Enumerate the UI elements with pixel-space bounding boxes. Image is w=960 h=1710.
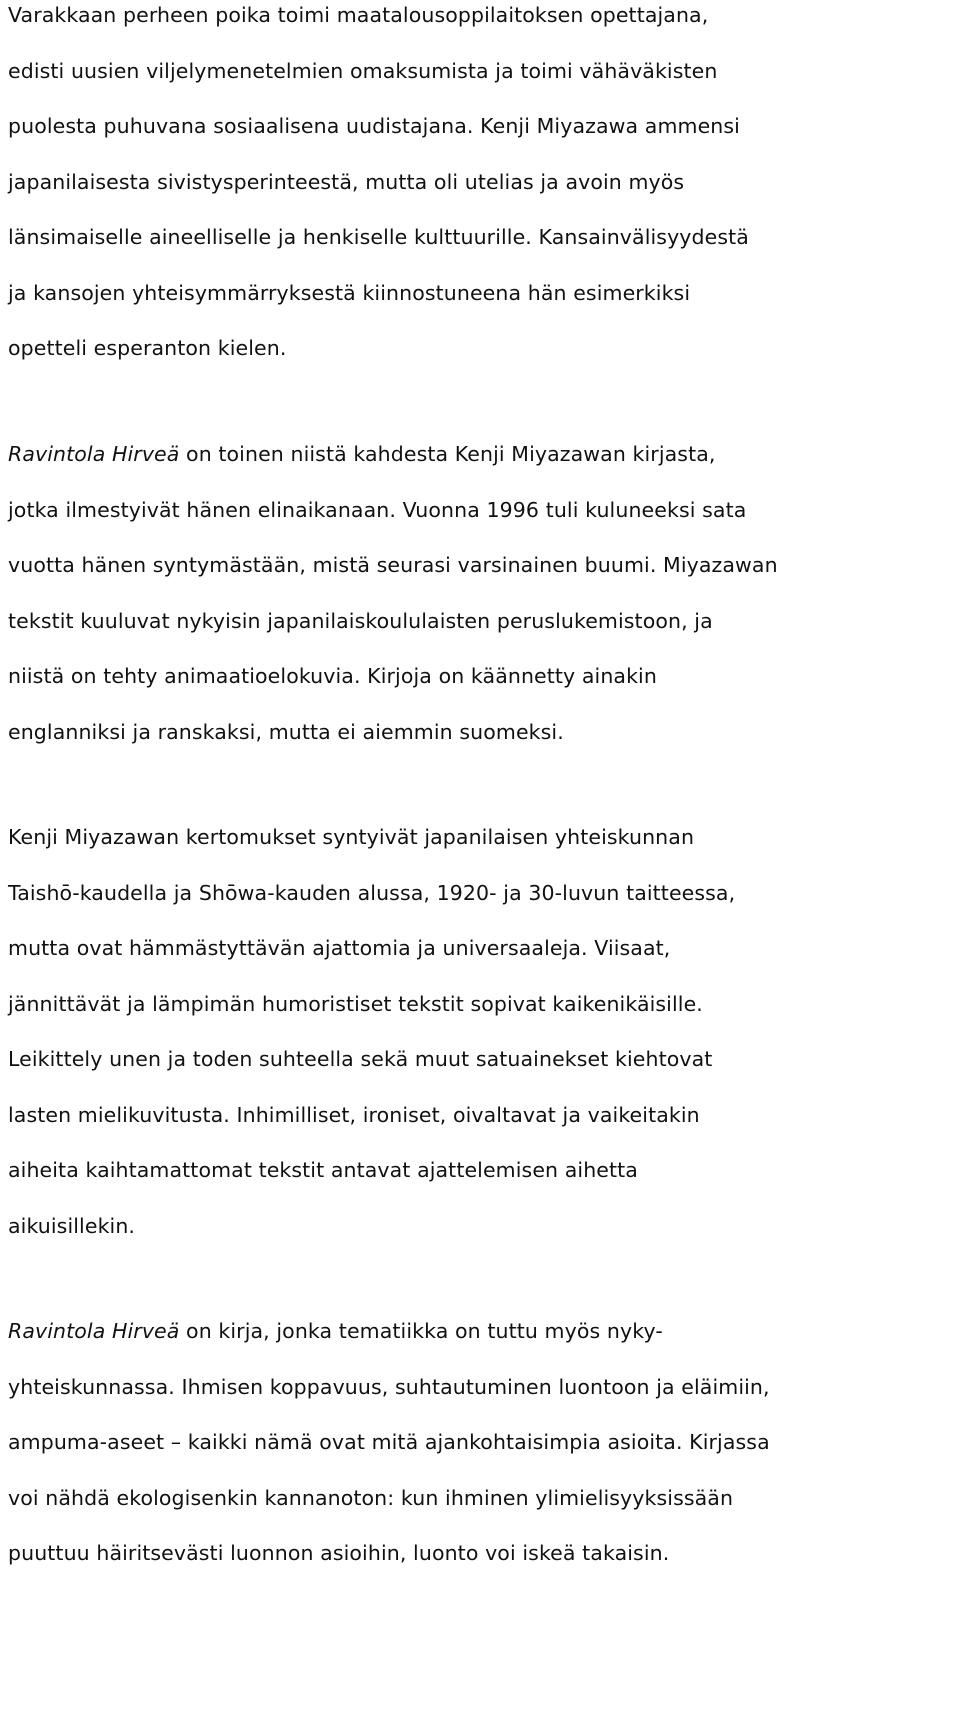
text-line: Taishō-kaudella ja Shōwa-kauden alussa, 1920- ja 30-luvun taitteessa, bbox=[8, 880, 736, 905]
text-line: länsimaiselle aineelliselle ja henkiselle kulttuurille. Kansainvälisyydestä bbox=[8, 225, 749, 249]
text-line: japanilaisesta sivistysperinteestä, mutta oli utelias ja avoin myös bbox=[8, 169, 685, 194]
text-line: puolesta puhuvana sosiaalisena uudistajana. Kenji Miyazawa ammensi bbox=[8, 114, 740, 138]
text-line: Varakkaan perheen poika toimi maatalousoppilaitoksen opettajana, bbox=[8, 3, 709, 27]
paragraph-4 bbox=[8, 1304, 958, 1582]
text-line: jotka ilmestyivät hänen elinaikanaan. Vuonna 1996 tuli kuluneeksi sata bbox=[8, 497, 747, 522]
text-line bbox=[8, 427, 958, 483]
text-line: Leikittely unen ja toden suhteella sekä muut satuainekset kiehtovat bbox=[8, 1047, 713, 1071]
text-line: aikuisillekin. bbox=[8, 1213, 136, 1238]
text-line: puuttuu häiritsevästi luonnon asioihin, luonto voi iskeä takaisin. bbox=[8, 1541, 670, 1565]
paragraph-2 bbox=[8, 427, 958, 760]
text-line: englanniksi ja ranskaksi, mutta ei aiemmin suomeksi. bbox=[8, 719, 564, 744]
text-line: edisti uusien viljelymenetelmien omaksumista ja toimi vähäväkisten bbox=[8, 58, 718, 83]
text-line bbox=[8, 1304, 958, 1360]
text-line: mutta ovat hämmästyttävän ajattomia ja universaaleja. Viisaat, bbox=[8, 936, 671, 960]
text-line: Kenji Miyazawan kertomukset syntyivät japanilaisen yhteiskunnan bbox=[8, 825, 695, 849]
text-line: niistä on tehty animaatioelokuvia. Kirjoja on käännetty ainakin bbox=[8, 664, 657, 688]
text-line: opetteli esperanton kielen. bbox=[8, 336, 287, 360]
text-line: lasten mielikuvitusta. Inhimilliset, ironiset, oivaltavat ja vaikeitakin bbox=[8, 1102, 700, 1127]
text-line: aiheita kaihtamattomat tekstit antavat ajattelemisen aihetta bbox=[8, 1158, 638, 1182]
text-line: yhteiskunnassa. Ihmisen koppavuus, suhtautuminen luontoon ja eläimiin, bbox=[8, 1374, 770, 1399]
book-title: Ravintola Hirveä bbox=[8, 1319, 180, 1343]
text-line: vuotta hänen syntymästään, mistä seurasi varsinainen buumi. Miyazawan bbox=[8, 553, 778, 577]
text-run: on kirja, jonka tematiikka on tuttu myös nyky- bbox=[179, 1319, 663, 1343]
book-title: Ravintola Hirveä bbox=[8, 442, 180, 466]
text-line: voi nähdä ekologisenkin kannanoton: kun ihminen ylimielisyyksissään bbox=[8, 1485, 734, 1510]
text-run: on toinen niistä kahdesta Kenji Miyazawan kirjasta, bbox=[179, 442, 716, 466]
paragraph-1 bbox=[8, 0, 958, 377]
text-line: tekstit kuuluvat nykyisin japanilaiskoululaisten peruslukemistoon, ja bbox=[8, 608, 713, 633]
text-line: ampuma-aseet – kaikki nämä ovat mitä ajankohtaisimpia asioita. Kirjassa bbox=[8, 1430, 770, 1454]
text-line: jännittävät ja lämpimän humoristiset tekstit sopivat kaikenikäisille. bbox=[8, 991, 703, 1016]
text-line: ja kansojen yhteisymmärryksestä kiinnostuneena hän esimerkiksi bbox=[8, 280, 691, 305]
paragraph-3 bbox=[8, 810, 958, 1254]
